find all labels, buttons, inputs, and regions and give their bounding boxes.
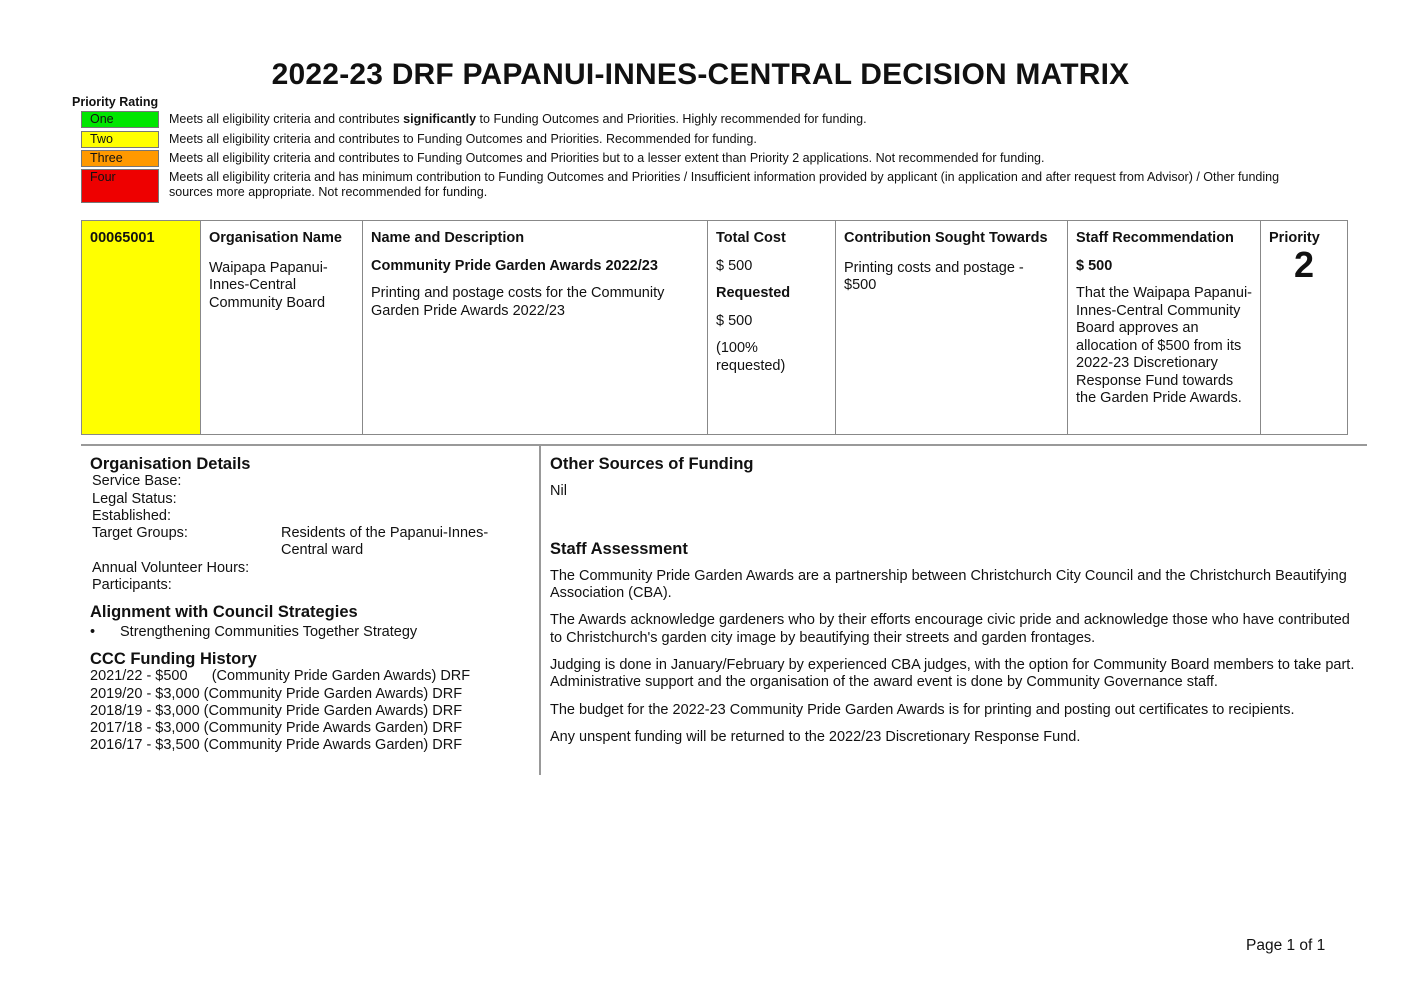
organisation-cell	[201, 221, 363, 435]
priority-header: Priority	[1269, 230, 1320, 246]
section-divider-horizontal	[81, 444, 1367, 446]
staff-recommendation-cell	[1068, 221, 1261, 435]
detail-row-legal-status: Legal Status:	[92, 490, 177, 507]
detail-row-established: Established:	[92, 507, 171, 524]
total-cost-value: $ 500	[716, 257, 753, 274]
priority-swatch-two: Two	[81, 131, 159, 148]
funding-history-row: 2016/17 - $3,500 (Community Pride Awards Garden) DRF	[90, 737, 463, 754]
organisation-details-heading: Organisation Details	[90, 455, 251, 473]
alignment-item: • Strengthening Communities Together Strategy	[90, 623, 418, 640]
priority-description-one: Meets all eligibility criteria and contributes significantly to Funding Outcomes and Priorities. Highly recommended for funding.	[169, 112, 867, 126]
total-cost-cell	[708, 221, 836, 435]
application-id: 00065001	[90, 230, 155, 246]
decision-matrix-table	[81, 220, 1348, 435]
other-funding-heading: Other Sources of Funding	[550, 455, 754, 473]
staff-assessment-paragraph: Any unspent funding will be returned to the 2022/23 Discretionary Response Fund.	[550, 728, 1081, 745]
detail-row-participants: Participants:	[92, 577, 172, 594]
other-funding-text: Nil	[550, 483, 567, 500]
priority-description-four: Meets all eligibility criteria and has minimum contribution to Funding Outcomes and Priorities / Insufficient information provided by applicant (in application and after request from Advisor) / Other funding sources more appropriate. Not recommended for funding.	[169, 170, 1280, 199]
staff-recommendation-text: That the Waipapa Papanui-Innes-Central Community Board approves an allocation of $500 from its 2022-23 Discretionary Response Fund towards the Garden Pride Awards.	[1076, 285, 1252, 406]
total-cost-header: Total Cost	[716, 230, 786, 246]
priority-description-three: Meets all eligibility criteria and contributes to Funding Outcomes and Priorities but to a lesser extent than Priority 2 applications. Not recommended for funding.	[169, 151, 1045, 165]
staff-recommendation-amount: $ 500	[1076, 257, 1113, 274]
staff-assessment-paragraph: The budget for the 2022-23 Community Pride Garden Awards is for printing and posting out certificates to recipients.	[550, 701, 1295, 718]
priority-description-two: Meets all eligibility criteria and contributes to Funding Outcomes and Priorities. Recommended for funding.	[169, 132, 757, 146]
staff-assessment-heading: Staff Assessment	[550, 539, 688, 558]
priority-swatch-three: Three	[81, 150, 159, 167]
priority-swatch-four: Four	[81, 169, 159, 203]
contribution-header: Contribution Sought Towards	[844, 230, 1048, 246]
staff-assessment-paragraph: The Community Pride Garden Awards are a partnership between Christchurch City Council and the Christchurch Beautifying Association (CBA).	[550, 567, 1347, 602]
detail-row-volunteer-hours: Annual Volunteer Hours:	[92, 559, 250, 576]
priority-swatch-one: One	[81, 111, 159, 128]
section-divider-vertical	[539, 445, 541, 775]
contribution-cell	[836, 221, 1068, 435]
left-column	[90, 456, 530, 755]
organisation-name-header: Organisation Name	[209, 230, 342, 246]
alignment-heading: Alignment with Council Strategies	[90, 603, 358, 622]
right-column	[550, 456, 1355, 756]
organisation-name: Waipapa Papanui-Innes-Central Community Board	[209, 259, 328, 311]
staff-assessment-paragraph: Judging is done in January/February by experienced CBA judges, with the option for Community Board members to take part. Administrative support and the organisation of the award event is done by Community Governance staff.	[550, 657, 1355, 691]
page-number: Page 1 of 1	[1246, 937, 1326, 954]
project-description: Printing and postage costs for the Community Garden Pride Awards 2022/23	[371, 285, 665, 319]
contribution-text: Printing costs and postage - $500	[844, 259, 1024, 293]
requested-label: Requested	[716, 285, 791, 301]
detail-row-target-groups: Target Groups: Residents of the Papanui-Innes-Central ward	[92, 525, 489, 559]
funding-history-row: 2021/22 - $500 (Community Pride Garden Awards) DRF	[90, 668, 471, 685]
funding-history-row: 2017/18 - $3,000 (Community Pride Awards Garden) DRF	[90, 720, 463, 737]
funding-history-row: 2018/19 - $3,000 (Community Pride Garden Awards) DRF	[90, 702, 463, 719]
page-title: 2022-23 DRF PAPANUI-INNES-CENTRAL DECISION MATRIX	[271, 58, 1130, 91]
name-description-header: Name and Description	[371, 230, 525, 246]
project-name: Community Pride Garden Awards 2022/23	[371, 257, 658, 274]
requested-amount: $ 500	[716, 312, 753, 329]
detail-row-service-base: Service Base:	[92, 473, 182, 490]
funding-history-heading: CCC Funding History	[90, 649, 257, 668]
priority-cell	[1261, 221, 1348, 435]
application-id-cell	[82, 221, 201, 435]
project-cell	[363, 221, 708, 435]
priority-value: 2	[1293, 243, 1315, 285]
staff-recommendation-header: Staff Recommendation	[1076, 230, 1234, 246]
funding-history-row: 2019/20 - $3,000 (Community Pride Garden Awards) DRF	[90, 685, 463, 702]
staff-assessment-paragraph: The Awards acknowledge gardeners who by their efforts encourage civic pride and acknowledge those who have contributed to Christchurch's garden city image by beautifying their streets and garden frontages.	[550, 612, 1350, 646]
priority-rating-label: Priority Rating	[72, 95, 159, 109]
requested-percent: (100% requested)	[716, 340, 786, 374]
